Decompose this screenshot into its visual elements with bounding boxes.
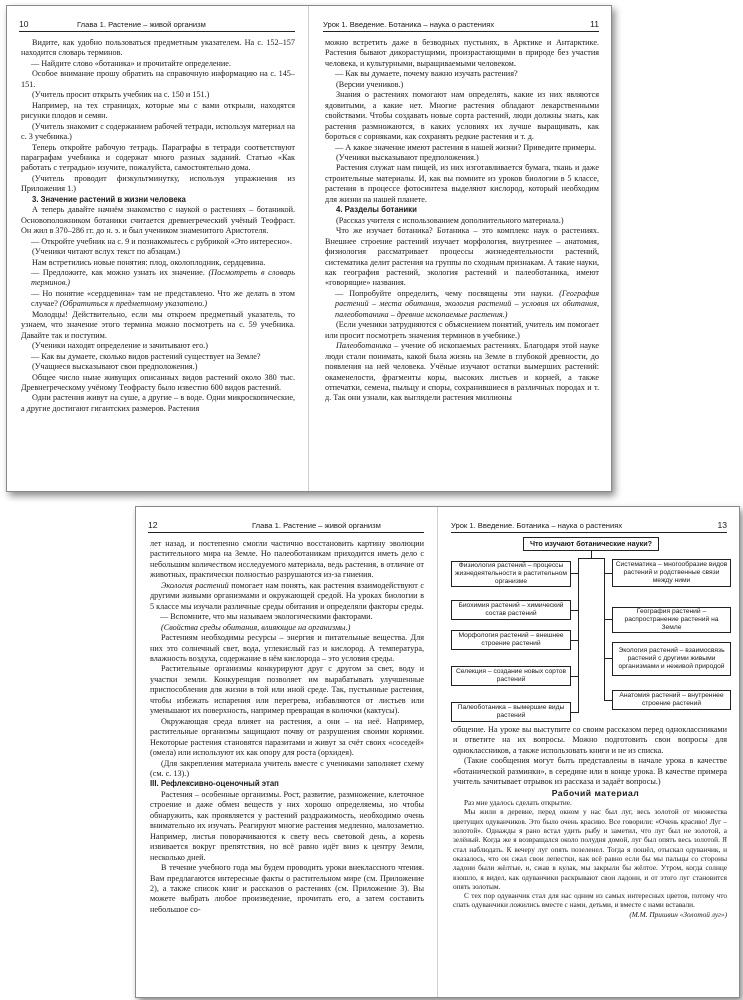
diagram-box-morphology: Морфология растений – внешнее строение растений <box>451 630 571 650</box>
answer-text: (Обратиться к предметному указателю.) <box>59 299 208 309</box>
page-number: 13 <box>717 520 727 530</box>
paragraph: Что же изучает ботаника? Ботаника – это комплекс наук о растениях. Внешнее строение растений изучает морфология, внутреннее – анатомия, физиология рассматривает процессы жизнедеятельности растений, систематика делит растения на группы по сходным признакам. А такие науки, как география растений, экология растений и палеоботаника, имеют «говорящие» названия. <box>325 226 599 288</box>
paragraph: (Свойства среды обитания, влияющие на организмы.) <box>161 622 351 632</box>
book-spread-top <box>6 5 612 492</box>
diagram-box-systematics: Систематика – многообразие видов растений и родственные связи между ними <box>612 559 731 587</box>
paragraph: Общее число ныне живущих описанных видов растений около 380 тыс. Древнегреческому учёному Теофрасту было известно 600 видов растений. <box>21 372 295 392</box>
connector-line <box>571 712 579 713</box>
paragraph: можно встретить даже в безводных пустынях, в Арктике и Антарктике. Растения бывают дикорастущими, произрастающими в природе без участия человека, и культурными, выращиваемыми человеком. <box>325 38 599 68</box>
connector-line <box>578 558 605 559</box>
definition-text: помогает нам понять, как растения взаимодействуют с другими живыми организмами и окружающей средой. На уроках биологии в 5 классе мы изучали различные среды обитания и определяли факторы среды. <box>150 580 424 611</box>
answer-text: (География растений – места обитания, экология растений – условия их обитания, палеоботаника – древние ископаемые растения.) <box>335 288 599 319</box>
page-header <box>19 19 295 32</box>
diagram-box-paleobotany: Палеоботаника – вымершие виды растений <box>451 702 571 722</box>
page-header <box>323 19 599 32</box>
paragraph: общение. На уроке вы выступите со своим рассказом перед одноклассниками и ответите на их вопросы. Можно подготовить свои вопросы для одноклассников, а также использовать книги и не из списка. <box>453 725 727 755</box>
paragraph: А теперь давайте начнём знакомство с наукой о растениях – ботаникой. Основоположником ботаники считается древнегреческий учёный Теофраст. Он жил в 370–286 гг. до н. э. и был учеником знаменитого Аристотеля. <box>21 205 295 236</box>
book-spine <box>308 6 309 491</box>
section-heading: 3. Значение растений в жизни человека <box>32 194 186 204</box>
paragraph: Теперь откройте рабочую тетрадь. Параграфы в тетради соответствуют параграфам учебника и содержат много разных заданий. Статью «Как работать с тетрадью» изучите, пожалуйста, самостоятельно дома. <box>21 142 295 173</box>
page-body <box>150 539 424 993</box>
paragraph <box>21 289 295 310</box>
page-header <box>148 520 424 533</box>
paragraph: лет назад, и постепенно смогли частично восстановить картину эволюции растительного мира на Земле. Но палеоботаникам приходится иметь дело с небольшим количеством исследуемого материала, ведь растения, в отличие от животных, практически полностью разрушаются из-за гниения. <box>150 539 424 580</box>
paragraph: В течение учебного года мы будем проводить уроки внеклассного чтения. Вам предлагаются интересные факты о растительном мире (см. Приложение 2), а также список книг и рассказов о растениях (см. Приложение 3). Вы можете выбрать любое произведение, прочитать его, а затем составить небольшое со- <box>150 863 424 914</box>
excerpt-attribution: (М.М. Пришвин «Золотой луг») <box>629 909 727 919</box>
paragraph: — Как вы думаете, сколько видов растений существует на Земле? <box>31 351 261 361</box>
page-body <box>21 38 295 487</box>
paragraph: Растениям необходимы ресурсы – энергия и питательные вещества. Для них это солнечный свет, вода, углекислый газ и кислород. А температура, влажность воздуха, содержание в нём кислорода – это условия среды. <box>150 633 424 663</box>
connector-line <box>604 658 612 659</box>
paragraph: Особое внимание прошу обратить на справочную информацию на с. 145–151. <box>21 69 295 89</box>
question-text: — Попробуйте определить, чему посвящены эти науки. <box>335 288 554 298</box>
connector-line <box>604 573 612 574</box>
connector-line <box>571 676 579 677</box>
paragraph: (Учитель знакомит с содержанием рабочей тетради, используя материал на с. 3 учебника.) <box>21 121 295 142</box>
paragraph: Например, на тех страницах, которые мы с вами открыли, находятся рисунки плодов и семян. <box>21 100 295 121</box>
paragraph: Растения служат нам пищей, из них изготавливается бумага, ткань и даже строительные материалы. И, как вы помните из уроков биологии в 5 классе, растения в процессе фотосинтеза выделяют кислород, который необходим для жизни на нашей планете. <box>325 163 599 204</box>
paragraph: Растения – особенные организмы. Рост, развитие, размножение, клеточное строение и даже обмен веществ у них хорошо определяемы, но чтобы обнаружить, как проявляется у растений раздражимость, необходимо очень внимательно их изучать. Реагируют многие растения медленно, малозаметно. Например, листья поворачиваются к свету весь световой день, а корень извивается вокруг препятствия, но всё равно идёт вниз к центру Земли, несколько дней. <box>150 789 424 862</box>
paragraph: (Ученики высказывают предположения.) <box>336 152 479 162</box>
page-body <box>325 38 599 487</box>
page-13 <box>439 507 739 997</box>
paragraph <box>325 289 599 320</box>
running-title: Урок 1. Введение. Ботаника – наука о растениях <box>451 521 623 530</box>
section-title: Рабочий материал <box>551 787 640 798</box>
paragraph: (Ученики читают вслух текст по абзацам.) <box>32 247 181 257</box>
connector-line <box>578 558 579 712</box>
diagram-box-ecology: Экология растений – взаимосвязь растений с другими живыми организмами и неживой природой <box>612 642 731 676</box>
diagram-box-anatomy: Анатомия растений – внутреннее строение растений <box>612 690 731 710</box>
connector-line <box>571 640 579 641</box>
paragraph: Окружающая среда влияет на растения, а они – на неё. Например, растительные организмы защищают почву от разрушения своими корнями. Некоторые растения становятся паразитами и живут за счёт своих «соседей» (омела) или используют их как опору для роста (орхидея). <box>150 716 424 758</box>
paragraph: Растительные организмы конкурируют друг с другом за свет, воду и участки земли. Конкуренция позволяет им вырабатывать улучшенные приспособления для жизни в той или иной среде. Так, пустынные растения, чтобы избежать испарения или перегрева, избавляются от листьев или уменьшают их поверхность, например превращая в колючки (кактусы). <box>150 664 424 716</box>
paragraph: — Вспомните, что мы называем экологическими факторами. <box>160 612 373 622</box>
connector-line <box>571 610 579 611</box>
paragraph: Видите, как удобно пользоваться предметным указателем. На с. 152–157 находится словарь терминов. <box>21 38 295 58</box>
paragraph: (Если ученики затрудняются с объяснением понятий, учитель им помогает или просит посмотреть значения терминов в учебнике.) <box>325 320 599 340</box>
running-title: Глава 1. Растение – живой организм <box>252 521 381 530</box>
section-heading: III. Рефлексивно-оценочный этап <box>150 779 279 789</box>
excerpt-paragraph: С тех пор одуванчик стал для нас одним из самых интересных цветов, потому что спать одуванчики ложились вместе с нами, детьми, и вместе с нами вставали. <box>453 891 727 910</box>
excerpt-paragraph: Мы жили в деревне, перед окном у нас был луг, весь золотой от множества цветущих одуванчиков. Это было очень красиво. Все говорили: «Очень красиво! Луг – золотой». Однажды я рано встал удить рыбу и заметил, что луг был не золотой, а зелёный. Когда же я возвращался около полудня домой, луг был опять весь золотой. Я стал наблюдать. К вечеру луг опять позеленел. Тогда я пошёл, отыскал одуванчик, и оказалось, что он сжал свои лепестки, как всё равно если бы мы пальцы со стороны ладони были жёлтые, и, сжав в кулак, мы закрыли бы жёлтое. Утром, когда солнце взошло, я видел, как одуванчики раскрывают свои ладони, и от этого луг становится опять золотым. <box>453 807 727 891</box>
paragraph <box>150 581 424 612</box>
diagram-box-physiology: Физиология растений – процессы жизнедеятельности в растительном организме <box>451 561 571 587</box>
running-title: Глава 1. Растение – живой организм <box>77 20 206 29</box>
paragraph: (Рассказ учителя с использованием дополнительного материала.) <box>336 215 564 225</box>
paragraph <box>325 341 599 404</box>
diagram-title: Что изучают ботанические науки? <box>523 537 659 551</box>
page-number: 12 <box>148 520 158 530</box>
paragraph: (Ученики находят определение и зачитывают его.) <box>32 341 208 351</box>
page-10 <box>7 6 307 491</box>
paragraph: Нам встретились новые понятия: плод, околоплодник, сердцевина. <box>32 257 266 267</box>
diagram-box-geography: География растений – распространение растений на Земле <box>612 607 731 633</box>
answer-text: (Посмотреть в словарь терминов.) <box>31 267 295 288</box>
paragraph: — Найдите слово «ботаника» и прочитайте определение. <box>31 58 231 68</box>
paragraph: — А какое значение имеют растения в нашей жизни? Приведите примеры. <box>335 142 597 152</box>
paragraph: Одни растения живут на суше, а другие – в воде. Одни микроскопические, а другие достигают гигантских размеров. Растения <box>21 393 295 413</box>
diagram-box-selection: Селекция – создание новых сортов растений <box>451 666 571 686</box>
page-number: 10 <box>19 19 29 29</box>
paragraph: Молодцы! Действительно, если мы откроем предметный указатель, то узнаем, что значение этого термина можно посмотреть на с. 59 учебника. Давайте так и поступим. <box>21 309 295 340</box>
page-number: 11 <box>590 19 599 29</box>
paragraph: (Учащиеся высказывают свои предположения.) <box>32 362 198 372</box>
definition-text: – учение об ископаемых растениях. Благодаря этой науке люди стали понимать, какой была жизнь на Земле в глубокой древности, до появления на ней человека. Учёные изучают остатки вымерших растений: окаменелости, фрагменты коры, высоких листьев и корней, а также отпечатки, семена, пыльцу и споры, сохранившиеся в различных породах и т. д. Так они узнали, как выглядели растения миллионы <box>325 341 599 403</box>
running-title: Урок 1. Введение. Ботаника – наука о растениях <box>323 20 495 29</box>
section-heading: 4. Разделы ботаники <box>336 205 417 215</box>
botany-sciences-diagram <box>451 537 731 720</box>
question-text: — Предложите, как можно узнать их значение. <box>31 267 205 277</box>
connector-line <box>604 700 612 701</box>
paragraph <box>21 268 295 289</box>
book-spread-bottom <box>135 506 740 998</box>
term: Палеоботаника <box>336 341 392 351</box>
connector-line <box>604 558 605 700</box>
question-text: — Но понятие «сердцевина» там не представлено. Что же делать в этом случае? <box>31 288 295 309</box>
paragraph: (Для закрепления материала учитель вместе с учениками заполняет схему (см. с. 13).) <box>150 758 424 778</box>
connector-line <box>604 619 612 620</box>
paragraph: Знания о растениях помогают нам определять, какие из них являются ядовитыми, а какие нет. Многие растения обладают лекарственными свойствами. Чтобы создавать новые сорта растений, люди должны знать, как растения размножаются, в каких условиях их лучше выращивать, как бороться с сорняками, как сохранять редкие растения и т. д. <box>325 90 599 142</box>
paragraph: — Откройте учебник на с. 9 и познакомьтесь с рубрикой «Это интересно». <box>31 236 292 246</box>
book-spine <box>437 507 438 997</box>
paragraph: (Учитель проводит физкультминутку, используя упражнения из Приложения 1.) <box>21 173 295 194</box>
page-11 <box>311 6 611 491</box>
page-body <box>453 725 727 993</box>
page-12 <box>136 507 436 997</box>
diagram-box-biochemistry: Биохимия растений – химический состав растений <box>451 600 571 620</box>
paragraph: (Версии учеников.) <box>336 79 404 89</box>
paragraph: (Такие сообщения могут быть представлены в начале урока в качестве «ботанической разминки», в середине или в конце урока. В качестве примера учитель зачитывает отрывок из рассказа и задаёт вопросы.) <box>453 756 727 787</box>
paragraph: — Как вы думаете, почему важно изучать растения? <box>335 69 518 79</box>
term: Экология растений <box>161 580 229 590</box>
page-header <box>451 520 727 533</box>
connector-line <box>571 573 579 574</box>
excerpt-paragraph: Раз мне удалось сделать открытие. <box>464 798 572 808</box>
paragraph: (Учитель просит открыть учебник на с. 150 и 151.) <box>32 90 210 100</box>
connector-line <box>591 551 592 558</box>
